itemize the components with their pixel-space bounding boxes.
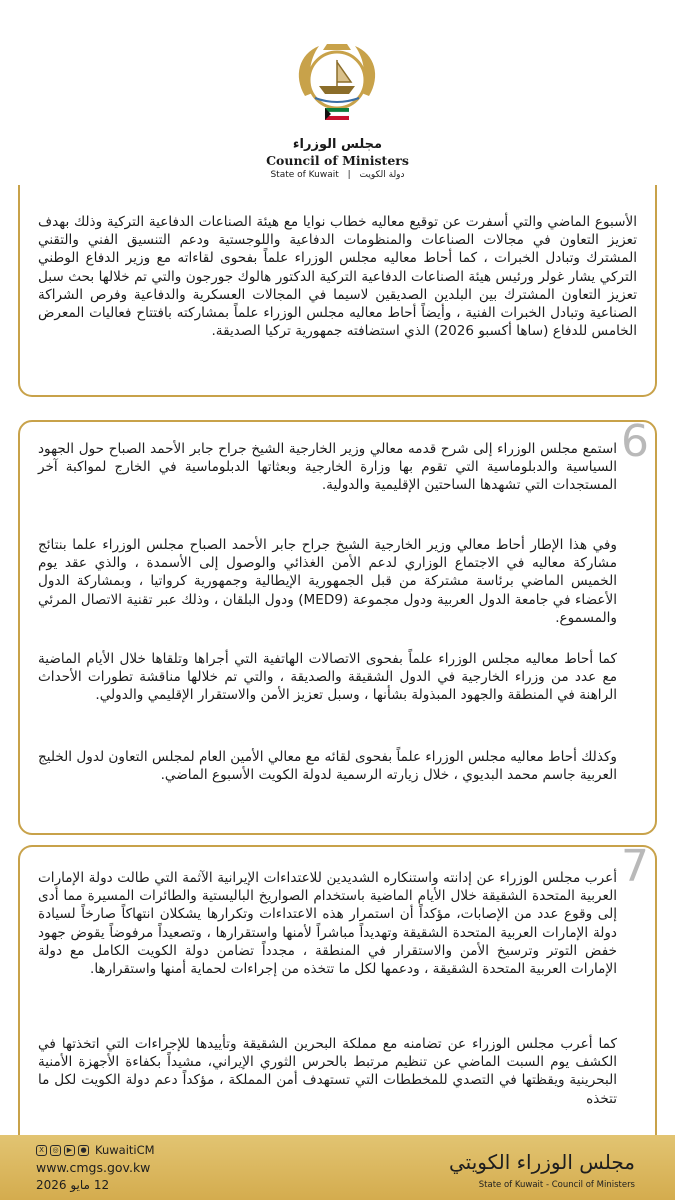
section-number: 6 <box>621 416 649 467</box>
section-paragraph: وفي هذا الإطار أحاط معالي وزير الخارجية الشيخ جراح جابر الأحمد الصباح مجلس الوزراء علما بنتائج مشاركة معاليه في الاجتماع الوزاري لدعم الأمن الغذائي والوصول إلى الأسمدة ، والذي عقد يوم الخميس الماضي برئاسة مشتركة من قبل الجمهورية الإيطالية وجمهورية كرواتيا ، وبمشاركة الدول الأعضاء في جامعة الدول العربية ودول مجموعة (MED9) ودول البلقان ، وذلك عبر تقنية الاتصال المرئي والمسموع. <box>38 537 618 626</box>
section-paragraph: كما أعرب مجلس الوزراء عن تضامنه مع مملكة البحرين الشقيقة وتأييدها للإجراءات التي اتخذتها في الكشف يوم السبت الماضي عن تنظيم مرتبط بالحرس الثوري الإيراني، مشيداً بكفاءة الأجهزة الأمنية البحرينية ويقظتها في التصدي للمخططات التي تستهدف أمن المملكة ، مؤكداً دعم دولة الكويت لكل ما تتخذه <box>38 1036 617 1107</box>
state-english: State of Kuwait <box>270 170 339 180</box>
section-paragraph: استمع مجلس الوزراء إلى شرح قدمه معالي وزير الخارجية الشيخ جراح جابر الأحمد الصباح حول الجهود السياسية والدبلوماسية التي تقوم بها وزارة الخارجية وبعثاتها الدبلوماسية في الخارج لمواكبة آخر المستجدات التي تشهدها الساحتين الإقليمية والدولية. <box>38 441 617 494</box>
website-link[interactable]: www.cmgs.gov.kw <box>36 1160 151 1175</box>
youtube-icon[interactable]: ▶ <box>64 1145 75 1156</box>
footer-org-english: State of Kuwait - Council of Ministers <box>478 1180 635 1190</box>
camera-icon[interactable]: ● <box>78 1145 89 1156</box>
section-paragraph: الأسبوع الماضي والتي أسفرت عن توقيع معاليه خطاب نوايا مع هيئة الصناعات الدفاعية التركية وذلك بهدف تعزيز التعاون في مجالات الصناعات والمنظومات الدفاعية واللوجستية ودعم التنسيق الفني والتقني المشترك وتبادل الخبرات ، كما أحاط معاليه مجلس الوزراء علماً بفحوى لقاءاته مع وزير الدفاع الوطني التركي يشار غولر ورئيس هيئة الصناعات الدفاعية التركية الدكتور هالوك جورجون والتي تم خلالها بحث سبل تعزيز التعاون المشترك بين البلدين الصديقين لاسيما في المجالات العسكرية والدفاعية وفرص الشراكة الصناعية وتبادل الخبرات الفنية ، وأيضاً أحاط معاليه مجلس الوزراء علماً بمشاركته بافتتاح فعاليات المعرض الخامس للدفاع (ساها أكسبو 2026) الذي استضافته جمهورية تركيا الصديقة. <box>38 214 637 340</box>
footer-org-arabic: مجلس الوزراء الكويتي <box>448 1150 635 1174</box>
state-separator: | <box>347 170 351 180</box>
instagram-icon[interactable]: ◎ <box>50 1145 61 1156</box>
section-number: 7 <box>621 841 649 892</box>
org-name-english: Council of Ministers <box>266 153 409 168</box>
social-links <box>36 1143 155 1157</box>
section-paragraph: وكذلك أحاط معاليه مجلس الوزراء علماً بفحوى لقائه مع معالي الأمين العام لمجلس التعاون لدول الخليج العربية جاسم محمد البديوي ، خلال زيارته الرسمية لدولة الكويت الأسبوع الماضي. <box>38 749 617 784</box>
section-card <box>18 185 657 397</box>
section-card-7 <box>18 841 657 1145</box>
section-paragraph: أعرب مجلس الوزراء عن إدانته واستنكاره الشديدين للاعتداءات الإيرانية الآثمة التي طالت دولة الإمارات العربية المتحدة الشقيقة خلال الأيام الماضية باستخدام الصواريخ الباليستية والطائرات المسيرة مما أدى إلى وقوع عدد من الإصابات، مؤكداً أن استمرار هذه الاعتداءات وتكرارها يشكلان انتهاكاً صارخاً لسيادة دولة الإمارات العربية المتحدة الشقيقة وتهديداً مباشراً لأمنها واستقرارها ، وتصعيداً مرفوضاً يقوض جهود خفض التوتر وترسيخ الأمن والاستقرار في المنطقة ، مجدداً تضامن دولة الكويت الكامل مع دولة الإمارات العربية المتحدة الشقيقة ، ودعمها لكل ما تتخذه من إجراءات لحماية أمنها واستقرارها. <box>38 870 617 978</box>
section-card-6 <box>18 416 657 835</box>
section-paragraph: كما أحاط معاليه مجلس الوزراء علماً بفحوى الاتصالات الهاتفية التي أجراها وتلقاها خلال الأيام الماضية مع عدد من وزراء الخارجية في الدول الشقيقة والصديقة ، والتي تم خلالها مناقشة تطورات الأحداث الراهنة في المنطقة والجهود المبذولة بشأنها ، وسبل تعزيز الأمن والاستقرار الإقليمي والدولي. <box>38 651 617 704</box>
publish-date: 12 مايو 2026 <box>36 1178 110 1192</box>
state-arabic: دولة الكويت <box>359 170 405 180</box>
page-header <box>0 0 675 192</box>
x-icon[interactable]: X <box>36 1145 47 1156</box>
page-footer <box>0 1135 675 1200</box>
org-name-arabic: مجلس الوزراء <box>292 137 383 152</box>
kuwait-emblem-icon <box>285 36 389 132</box>
social-handle[interactable]: KuwaitiCM <box>95 1143 155 1157</box>
state-line <box>0 170 675 180</box>
